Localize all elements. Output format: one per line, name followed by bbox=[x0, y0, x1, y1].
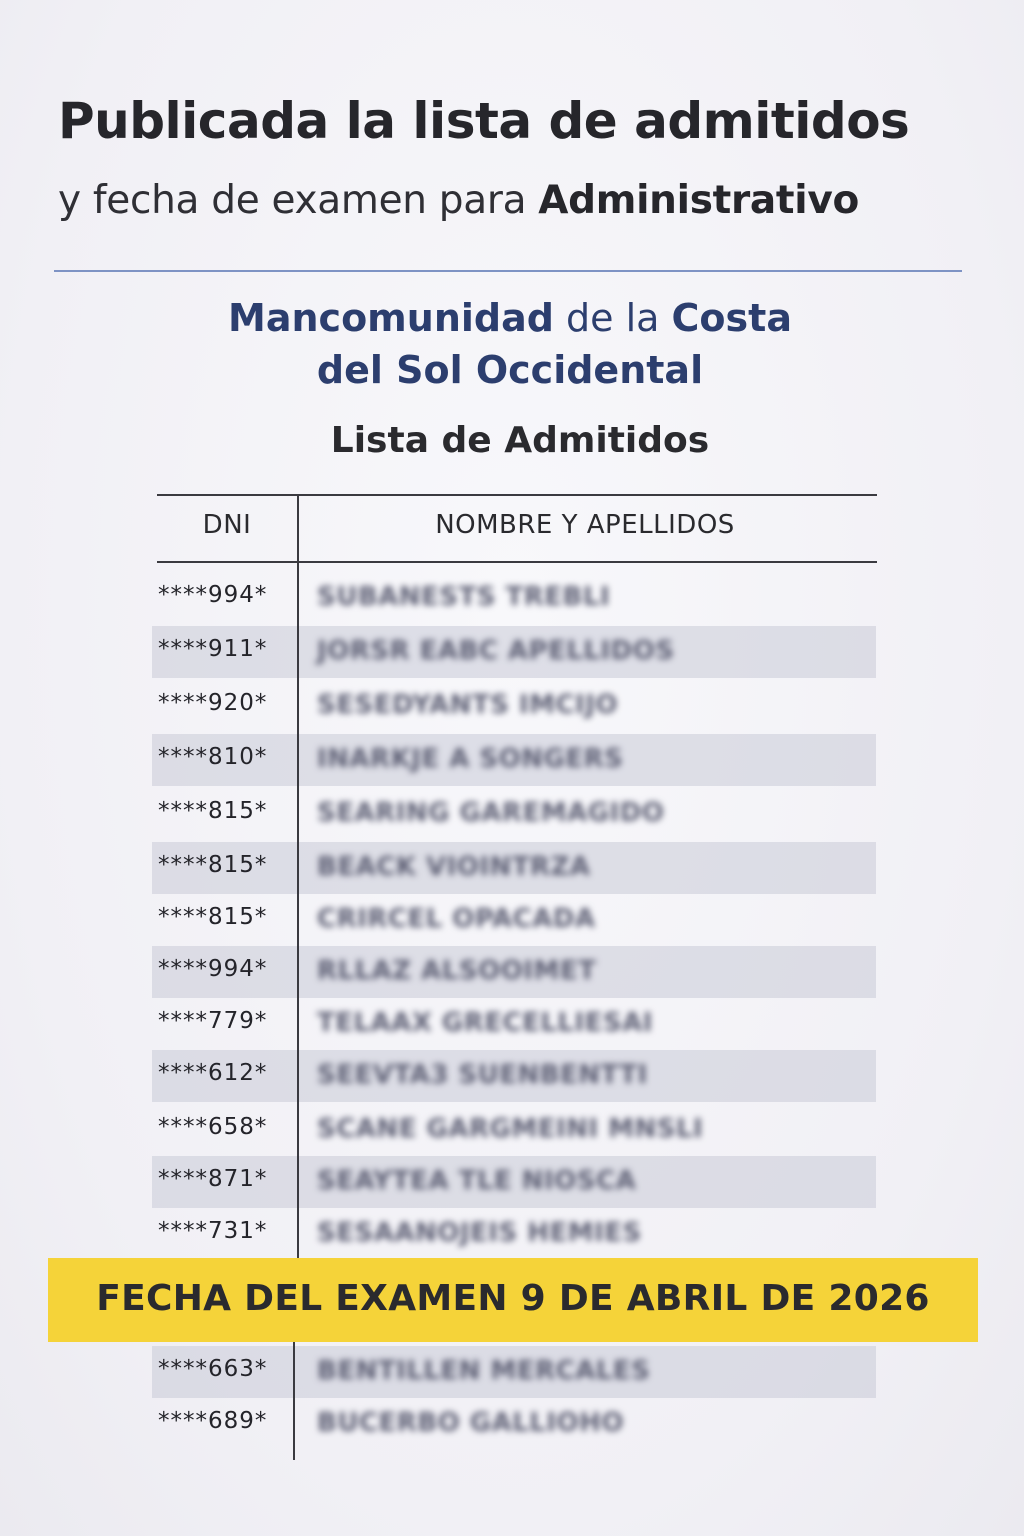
row-name-blurred: SESEDYANTS IMCIJO bbox=[317, 690, 618, 720]
table-row bbox=[152, 788, 876, 840]
row-dni: ****815* bbox=[158, 798, 268, 824]
row-name-blurred: SCANE GARGMEINI MNSLI bbox=[317, 1114, 704, 1144]
table-row bbox=[152, 894, 876, 946]
table-column-divider-lower bbox=[293, 1342, 295, 1460]
row-dni: ****911* bbox=[158, 636, 268, 662]
subhead-prefix: y fecha de examen para bbox=[58, 178, 539, 223]
table-row bbox=[152, 734, 876, 786]
row-dni: ****663* bbox=[158, 1356, 268, 1382]
table-top-border bbox=[157, 494, 877, 496]
row-dni: ****920* bbox=[158, 690, 268, 716]
row-name-blurred: TELAAX GRECELLIESAI bbox=[317, 1008, 653, 1038]
row-name-blurred: SEEVTA3 SUENBENTTI bbox=[317, 1060, 648, 1090]
column-header-dni: DNI bbox=[202, 510, 252, 540]
table-row bbox=[152, 1104, 876, 1156]
row-name-blurred: BENTILLEN MERCALES bbox=[317, 1356, 651, 1386]
table-row bbox=[152, 626, 876, 678]
table-column-divider bbox=[297, 494, 299, 1264]
row-name-blurred: BEACK VIOINTRZA bbox=[317, 852, 591, 882]
row-name-blurred: SEARING GAREMAGIDO bbox=[317, 798, 665, 828]
row-name-blurred: INARKJE A SONGERS bbox=[317, 744, 624, 774]
table-row bbox=[152, 1050, 876, 1102]
table-row bbox=[152, 680, 876, 732]
table-row bbox=[152, 1156, 876, 1208]
list-title: Lista de Admitidos bbox=[330, 420, 710, 461]
table-header-border bbox=[157, 561, 877, 563]
row-dni: ****779* bbox=[158, 1008, 268, 1034]
org-part2: de la bbox=[553, 296, 672, 340]
row-name-blurred: CRIRCEL OPACADA bbox=[317, 904, 596, 934]
organization-name bbox=[160, 292, 860, 396]
subhead-position: Administrativo bbox=[538, 178, 859, 223]
row-name-blurred: BUCERBO GALLIOHO bbox=[317, 1408, 624, 1438]
row-name-blurred: SEAYTEA TLE NIOSCA bbox=[317, 1166, 637, 1196]
org-part1: Mancomunidad bbox=[228, 296, 554, 340]
subheadline bbox=[58, 178, 998, 223]
table-row bbox=[152, 1398, 876, 1450]
divider-rule bbox=[54, 270, 962, 272]
row-dni: ****810* bbox=[158, 744, 268, 770]
exam-date-banner bbox=[48, 1258, 978, 1342]
row-dni: ****612* bbox=[158, 1060, 268, 1086]
row-name-blurred: JORSR EABC APELLIDOS bbox=[317, 636, 675, 666]
exam-date-text: FECHA DEL EXAMEN 9 DE ABRIL DE 2026 bbox=[96, 1278, 930, 1319]
row-dni: ****731* bbox=[158, 1218, 268, 1244]
table-row bbox=[152, 998, 876, 1050]
row-dni: ****689* bbox=[158, 1408, 268, 1434]
table-row bbox=[152, 572, 876, 624]
row-name-blurred: SUBANESTS TREBLI bbox=[317, 582, 611, 612]
row-dni: ****871* bbox=[158, 1166, 268, 1192]
table-row bbox=[152, 842, 876, 894]
org-part3: Costa bbox=[671, 296, 792, 340]
table-row bbox=[152, 1346, 876, 1398]
row-name-blurred: SESAANOJEIS HEMIES bbox=[317, 1218, 642, 1248]
table-row bbox=[152, 946, 876, 998]
headline: Publicada la lista de admitidos bbox=[58, 92, 910, 150]
row-dni: ****658* bbox=[158, 1114, 268, 1140]
row-dni: ****994* bbox=[158, 956, 268, 982]
row-dni: ****815* bbox=[158, 904, 268, 930]
row-name-blurred: RLLAZ ALSOOIMET bbox=[317, 956, 597, 986]
org-line2: del Sol Occidental bbox=[316, 348, 704, 392]
table-row bbox=[152, 1208, 876, 1260]
column-header-name: NOMBRE Y APELLIDOS bbox=[435, 510, 735, 540]
row-dni: ****815* bbox=[158, 852, 268, 878]
row-dni: ****994* bbox=[158, 582, 268, 608]
